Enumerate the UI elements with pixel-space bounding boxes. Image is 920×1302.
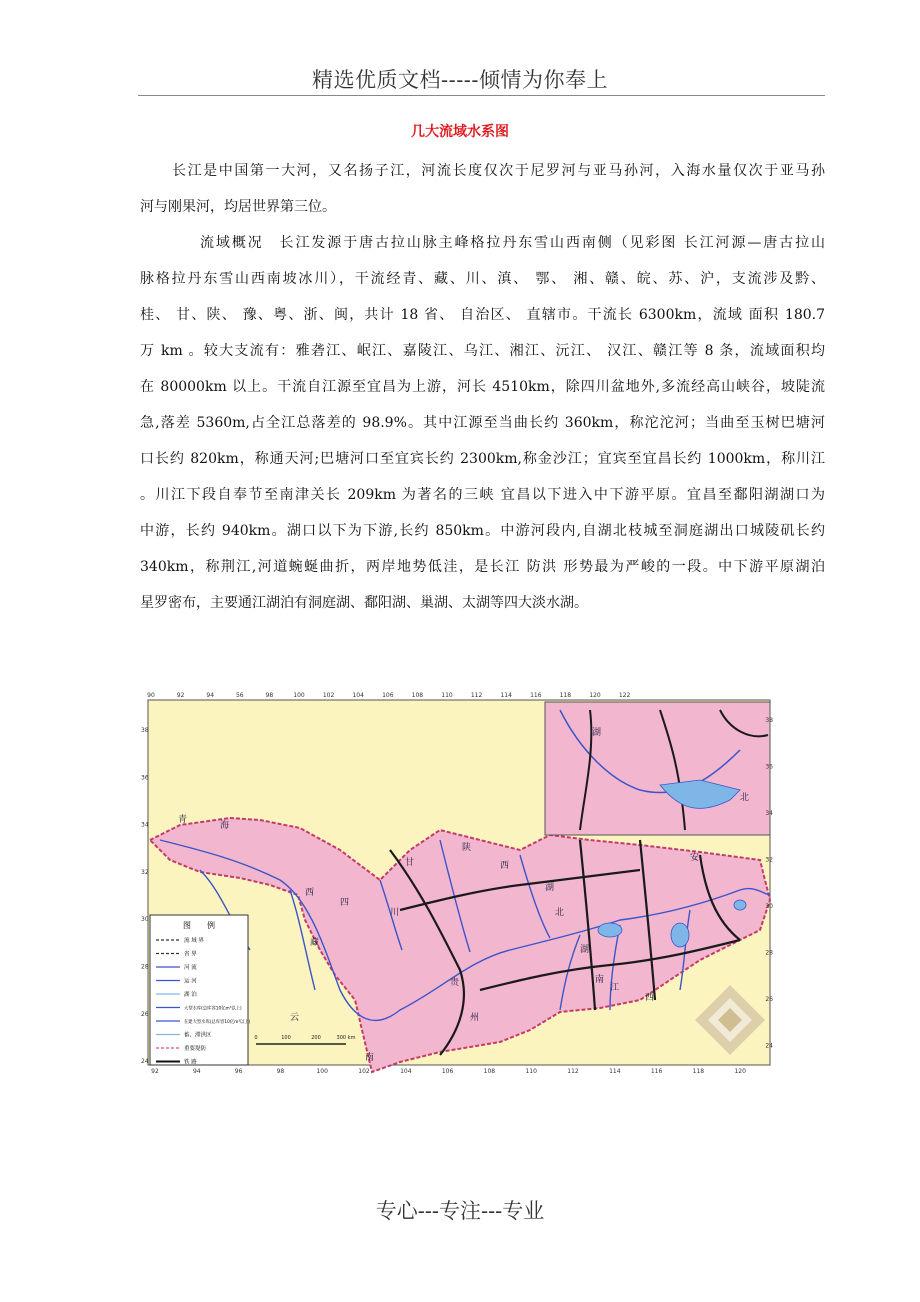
legend-item-label: 河 流 — [184, 965, 197, 971]
text-line: 万 km 。较大支流有：雅砻江、岷江、嘉陵江、乌江、湘江、沅江、 汉江、赣江等 8 条，流域面积均 — [140, 343, 825, 359]
bottom-tick-label: 104 — [400, 1068, 412, 1075]
top-tick-label: 94 — [206, 692, 215, 699]
region-label: 北 — [740, 793, 750, 803]
top-tick-label: 108 — [411, 692, 424, 699]
scale-label: 100 — [281, 1035, 291, 1041]
legend-title: 图 例 — [183, 921, 215, 930]
legend-item-label: 重要堤防 — [184, 1046, 207, 1052]
text-line: 口长约 820km，称通天河;巴塘河口至宜宾长约 2300km,称金沙江；宜宾至宜昌长约 1000km，称川江 — [140, 451, 825, 467]
region-label: 贵 — [450, 978, 460, 988]
region-label: 湖 — [592, 728, 602, 738]
legend-item-label: 蓄、滞洪区 — [184, 1032, 212, 1039]
region-label: 西 — [500, 861, 510, 871]
right-tick-label: 28 — [765, 949, 773, 957]
paragraph-2 — [140, 225, 825, 621]
region-label: 陕 — [462, 843, 472, 853]
left-tick-label: 38 — [141, 727, 149, 734]
top-tick-label: 120 — [589, 692, 601, 699]
region-label: 青 — [178, 815, 188, 825]
text-line: 桂、 甘、陕、 豫、粤、浙、闽，共计 18 省、 自治区、 直辖市。干流长 6300km，流域 面积 180.7 — [140, 307, 825, 323]
right-tick-label: 26 — [765, 996, 773, 1003]
bottom-tick-label: 102 — [358, 1068, 370, 1075]
region-label: 甘 — [405, 858, 415, 868]
region-label: 海 — [220, 821, 230, 831]
text-line: 星罗密布，主要通江湖泊有洞庭湖、鄱阳湖、巢湖、太湖等四大淡水湖。 — [140, 595, 588, 611]
bottom-tick-label: 94 — [192, 1068, 201, 1075]
left-tick-label: 34 — [141, 821, 149, 829]
text-line: 中游，长约 940km。湖口以下为下游,长约 850km。中游河段内,自湖北枝城至洞庭湖出口城陵矶长约 — [140, 523, 825, 539]
region-label: 川 — [390, 908, 400, 918]
text-line: 340km，称荆江,河道蜿蜒曲折，两岸地势低洼，是长江 防洪 形势最为严峻的一段。中下游平原湖泊 — [140, 559, 825, 575]
bottom-tick-label: 110 — [525, 1068, 537, 1075]
right-tick-label: 34 — [765, 810, 773, 817]
legend-item-label: 运 河 — [184, 978, 197, 985]
top-tick-label: 92 — [176, 692, 185, 699]
region-label: 安 — [690, 853, 700, 863]
top-tick-label: 106 — [382, 692, 394, 699]
bottom-tick-label: 108 — [483, 1068, 496, 1075]
bottom-tick-label: 120 — [734, 1068, 746, 1075]
text-line: 脉格拉丹东雪山西南坡冰川），干流经青、藏、川、滇、 鄂、 湘、赣、皖、苏、沪，支流涉及黔、 — [140, 271, 825, 287]
page-header: 精选优质文档-----倾情为你奉上 — [312, 68, 608, 92]
text-line: 河与刚果河，均居世界第三位。 — [140, 199, 336, 215]
top-tick-label: 116 — [530, 692, 542, 699]
bottom-tick-label: 92 — [151, 1068, 159, 1075]
bottom-tick-label: 118 — [692, 1068, 705, 1075]
paragraph-1 — [140, 153, 825, 225]
region-label: 南 — [365, 1053, 375, 1063]
left-tick-label: 24 — [141, 1058, 149, 1066]
bottom-tick-label: 96 — [234, 1068, 243, 1075]
region-label: 北 — [555, 908, 565, 918]
bottom-tick-label: 114 — [609, 1068, 621, 1075]
left-tick-label: 28 — [141, 963, 149, 971]
region-label: 南 — [595, 975, 605, 985]
legend-item-label: 湖 泊 — [184, 992, 197, 998]
legend-item-label: 铁 路 — [184, 1059, 197, 1066]
region-label: 藏 — [310, 938, 320, 948]
legend-item-label: 省 界 — [184, 951, 197, 958]
scale-label: 0 — [254, 1035, 258, 1041]
text-line: 急,落差 5360m,占全江总落差的 98.9%。其中江源至当曲长约 360km，称沱沱河；当曲至玉树巴塘河 — [140, 415, 825, 431]
left-tick-label: 36 — [141, 774, 149, 782]
top-tick-label: 118 — [559, 692, 572, 699]
map-legend — [150, 915, 251, 1066]
top-tick-label: 100 — [293, 692, 305, 699]
region-label: 湖 — [580, 945, 590, 955]
bottom-tick-label: 100 — [316, 1068, 328, 1075]
left-tick-label: 32 — [141, 868, 149, 876]
page-footer: 专心---专注---专业 — [375, 1199, 545, 1223]
header-divider — [138, 95, 825, 96]
scale-label: 300 km — [336, 1035, 356, 1041]
region-label: 西 — [305, 888, 315, 898]
text-line: 。川江下段自奉节至南津关长 209km 为著名的三峡 宜昌以下进入中下游平原。宜昌至鄱阳湖湖口为 — [140, 487, 825, 503]
scale-label: 200 — [311, 1035, 321, 1041]
region-label: 江 — [610, 983, 620, 993]
top-tick-label: 102 — [322, 692, 335, 699]
legend-item-label: 流 域 界 — [184, 938, 204, 944]
document-body — [140, 153, 825, 621]
left-tick-label: 26 — [141, 1010, 149, 1018]
right-tick-label: 30 — [765, 903, 773, 910]
inset-map — [545, 702, 770, 835]
right-tick-label: 36 — [765, 763, 773, 771]
top-tick-label: 104 — [352, 692, 364, 699]
bottom-tick-label: 106 — [441, 1068, 454, 1075]
right-tick-label: 38 — [765, 717, 773, 724]
region-label: 四 — [340, 898, 350, 908]
bottom-tick-label: 116 — [650, 1068, 663, 1075]
yangtze-basin-map — [140, 690, 772, 1075]
legend-item-label: 在建大型水库(总库容10亿m³以上) — [184, 1020, 251, 1025]
right-tick-label: 24 — [765, 1042, 773, 1050]
top-tick-label: 90 — [147, 692, 155, 699]
right-tick-label: 32 — [765, 856, 773, 864]
bottom-tick-label: 98 — [276, 1068, 285, 1075]
top-tick-label: 110 — [441, 692, 453, 699]
legend-item-label: 大型水库(总库容10亿m³以上) — [184, 1006, 242, 1012]
region-label: 州 — [470, 1013, 480, 1023]
region-label: 西 — [645, 993, 655, 1003]
text-line: 长江是中国第一大河，又名扬子江，河流长度仅次于尼罗河与亚马孙河，入海水量仅次于亚马孙 — [172, 163, 825, 179]
top-tick-label: 112 — [470, 692, 483, 699]
top-tick-label: 114 — [500, 692, 512, 699]
document-title: 几大流域水系图 — [411, 124, 509, 140]
text-line: 流域概况 长江发源于唐古拉山脉主峰格拉丹东雪山西南侧（见彩图 长江河源—唐古拉山 — [200, 235, 825, 251]
top-tick-label: 122 — [618, 692, 631, 699]
top-tick-label: 98 — [265, 692, 274, 699]
region-label: 湖 — [545, 883, 555, 893]
bottom-tick-label: 112 — [567, 1068, 579, 1075]
region-label: 云 — [290, 1013, 300, 1023]
text-line: 在 80000km 以上。干流自江源至宜昌为上游，河长 4510km，除四川盆地外,多流经高山峡谷，坡陡流 — [140, 379, 825, 395]
top-tick-label: 56 — [235, 692, 244, 699]
left-tick-label: 30 — [141, 916, 149, 924]
